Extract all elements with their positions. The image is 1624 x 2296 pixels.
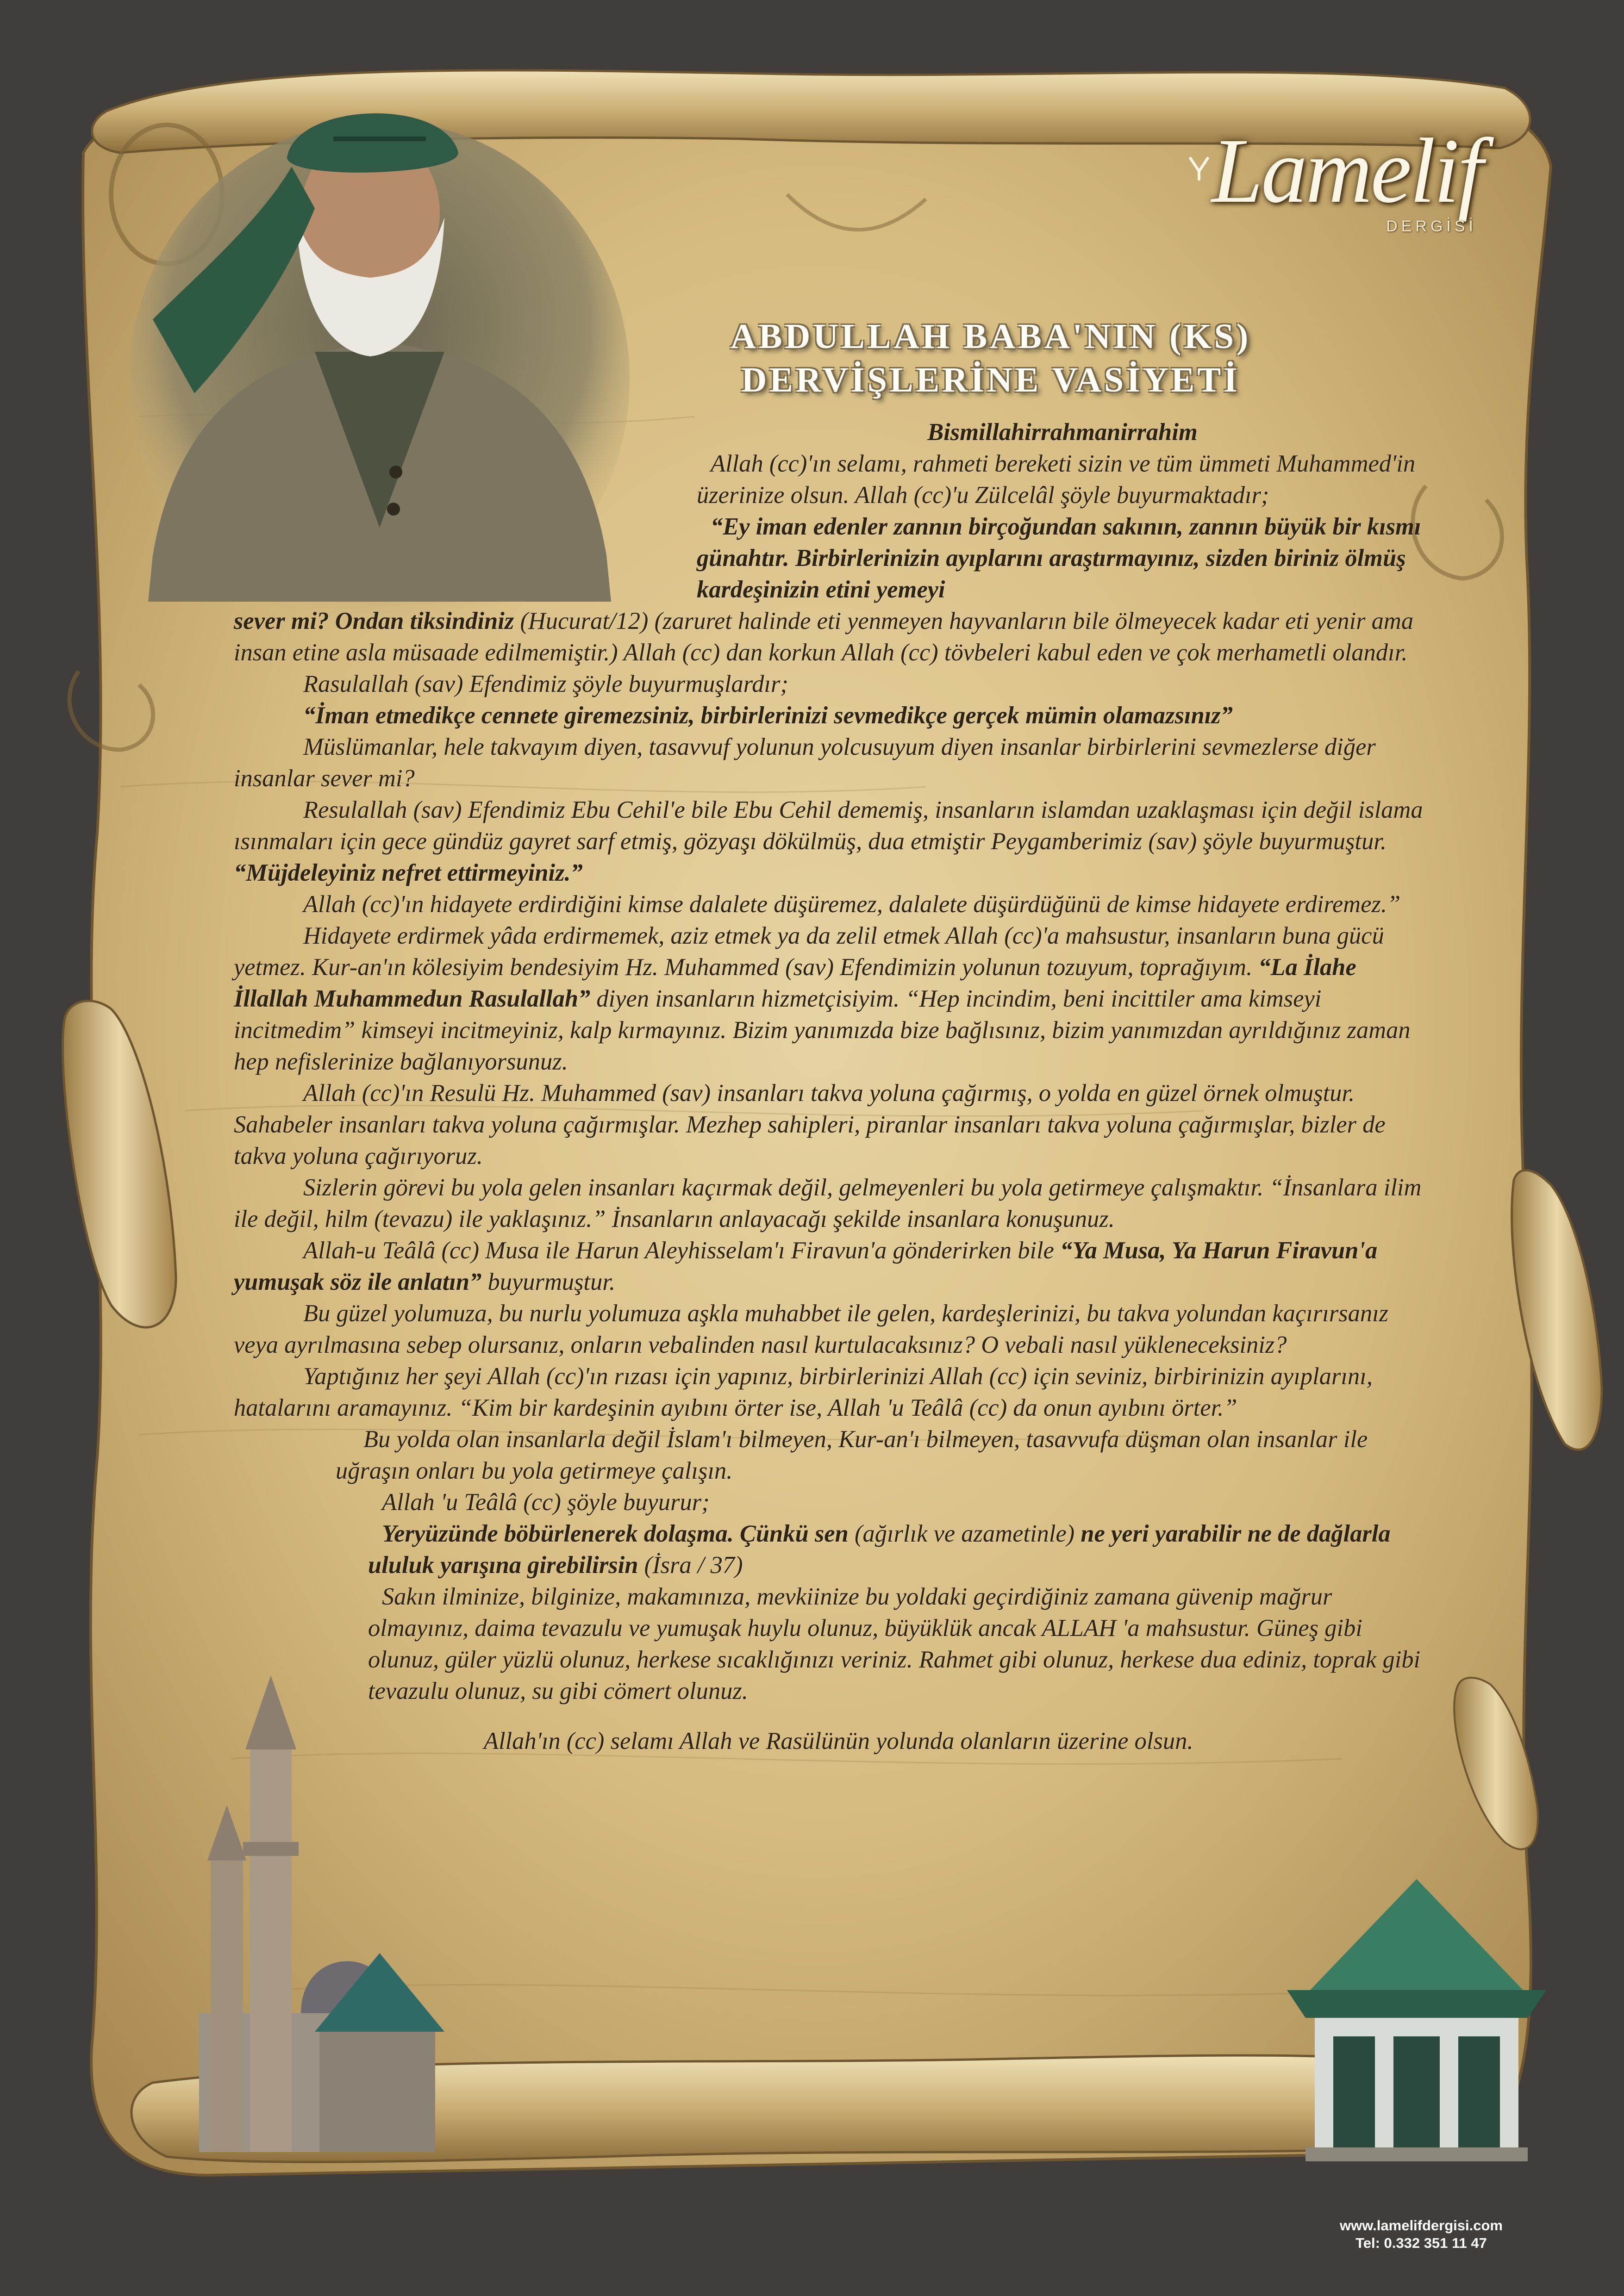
paragraph-14: Bu yolda olan insanlarla değil İslam'ı bilmeyen, Kur-an'ı bilmeyen, tasavvufa düşman olan insanlar ile uğraşın onları bu yola getirmeye çalışın. — [336, 1426, 1368, 1484]
paragraph-11-quote: “Ya Musa, Ya Harun Firavun'a yumuşak söz ile anlatın” — [234, 1237, 1378, 1295]
paragraph-10: Sizlerin görevi bu yola gelen insanları kaçırmak değil, gelmeyenleri bu yola getirmeye çalışmaktır. “İnsanlara ilim ile değil, hilm (tevazu) ile yaklaşınız.” İnsanların anlayacağı şekilde insanlara konuşunuz. — [234, 1174, 1422, 1232]
paragraph-3: Rasulallah (sav) Efendimiz şöyle buyurmuşlardır; — [303, 671, 788, 697]
basmala: Bismillahirrahmanirrahim — [927, 419, 1198, 446]
paragraph-8 — [234, 920, 1424, 1077]
website-link[interactable]: www.lamelifdergisi.com — [1339, 2217, 1503, 2234]
paragraph-13: Yaptığınız her şeyi Allah (cc)'ın rızası için yapınız, birbirlerinizi Allah (cc) için seviniz, birbirinizin ayıplarını, hatalarını aramayınız. “Kim bir kardeşinin ayıbını örter ise, Allah 'u Teâlâ (cc) da onun ayıbını örter.” — [234, 1363, 1373, 1421]
paragraph-8-text-b: diyen insanların hizmetçisiyim. “Hep incindim, beni incittiler ama kimseyi incitmedim” kimseyi incitmeyiniz, kalp kırmayınız. Bizim yanımızda bize bağlısınız, bizim yanımızdan ayrıldığınız zaman hep nefislerinize bağlanıyorsunuz. — [234, 985, 1411, 1075]
closing-line: Allah'ın (cc) selamı Allah ve Rasülünün yolunda olanların üzerine olsun. — [484, 1728, 1193, 1755]
brand-logo — [1176, 120, 1491, 236]
paragraph-11-text-b: buyurmuştur. — [481, 1269, 616, 1295]
paragraph-15: Allah 'u Teâlâ (cc) şöyle buyurur; — [382, 1489, 710, 1516]
article-body — [234, 417, 1424, 1757]
paragraph-11-text-a: Allah-u Teâlâ (cc) Musa ile Harun Aleyhisselam'ı Firavun'a gönderirken bile — [303, 1237, 1061, 1264]
logo-subtitle: DERGİSİ — [1386, 218, 1477, 235]
verse-reference: (İsra / 37) — [638, 1552, 743, 1579]
hadith-quote: “İman etmedikçe cennete giremezsiniz, birbirlerinizi sevmedikçe gerçek mümin olamazsınız” — [303, 702, 1233, 729]
verse-part-b: ne yeri yarabilir ne de dağlarla ululuk yarışına girebilirsin — [368, 1520, 1391, 1579]
title-line-2: DERVİŞLERİNE VASİYETİ — [741, 361, 1240, 399]
quote-end: sever mi? Ondan tiksindiniz — [234, 608, 514, 635]
paragraph-6 — [234, 794, 1424, 889]
paragraph-8-text-a: Hidayete erdirmek yâda erdirmemek, aziz etmek ya da zelil etmek Allah (cc)'a mahsustur, insanların buna gücü yetmez. Kur-an'ın kölesiyim bendesiyim Hz. Muhammed (sav) Efendimizin yolunun tozuyum, toprağıyım. — [234, 922, 1384, 981]
paragraph-17: Sakın ilminize, bilginize, makamınıza, mevkiinize bu yoldaki geçirdiğiniz zamana güvenip mağrur olmayınız, daima tevazulu ve yumuşak huylu olunuz, büyüklük ancak ALLAH 'a mahsustur. Güneş gibi olunuz, güler yüzlü olunuz, herkese sıcaklığınızı veriniz. Rahmet gibi olunuz, herkese dua ediniz, toprak gibi tevazulu olunuz, su gibi cömert olunuz. — [368, 1583, 1421, 1705]
paragraph-7: Allah (cc)'ın hidayete erdirdiğini kimse dalalete düşüremez, dalalete düşürdüğünü de kimse hidayete erdiremez.” — [303, 891, 1401, 918]
paragraph-6-text: Resulallah (sav) Efendimiz Ebu Cehil'e bile Ebu Cehil dememiş, insanların islamdan uzaklaşması için değil islama ısınmaları için gece gündüz gayret sarf etmiş, gözyaşı dökülmüş, dua etmiştir Peygamberimiz (sav) şöyle buyurmuştur. — [234, 796, 1423, 855]
footer-contact — [1315, 2217, 1528, 2252]
quote-reference: (Hucurat/12) — [514, 608, 655, 635]
paragraph-6-quote: “Müjdeleyiniz nefret ettirmeyiniz.” — [234, 859, 583, 886]
paragraph-9: Allah (cc)'ın Resulü Hz. Muhammed (sav) insanları takva yoluna çağırmış, o yolda en güzel örnek olmuştur. Sahabeler insanları takva yoluna çağırmışlar. Mezhep sahipleri, piranlar insanları takva yoluna çağırmışlar, bizler de takva yoluna çağırıyoruz. — [234, 1080, 1386, 1170]
verse-parenthetical: (ağırlık ve azametinle) — [848, 1520, 1081, 1547]
page-title — [639, 315, 1343, 402]
paragraph-12: Bu güzel yolumuza, bu nurlu yolumuza aşkla muhabbet ile gelen, kardeşlerinizi, bu takva yolundan kaçırırsanız veya ayrılmasına sebep olursanız, onların vebalinden nasıl kurtulacaksınız? O vebali nasıl yükleneceksiniz? — [234, 1300, 1389, 1358]
paragraph-2-rest: (zaruret halinde eti yenmeyen hayvanların bile ölmeyecek kadar eti yenir ama insan etine asla müsaade edilmemiştir.) Allah (cc) dan korkun Allah (cc) tövbeleri kabul eden ve çok merhametli olandır. — [234, 608, 1414, 666]
logo-wordmark: Lamelif — [1211, 120, 1481, 222]
paragraph-8-quote: “La İlahe İllallah Muhammedun Rasulallah” — [234, 954, 1356, 1012]
phone-number: Tel: 0.332 351 11 47 — [1355, 2235, 1487, 2251]
paragraph-2-quote: “Ey iman edenler zannın birçoğundan sakının, zannın büyük bir kısmı günahtır. Birbirlerinizin ayıplarını araştırmayınız, sizden biriniz ölmüş kardeşinizin etini yemeyi — [697, 513, 1421, 603]
title-line-1: ABDULLAH BABA'NIN (KS) — [730, 317, 1251, 356]
paragraph-11 — [234, 1235, 1424, 1298]
paragraph-1: Allah (cc)'ın selamı, rahmeti bereketi sizin ve tüm ümmeti Muhammed'in üzerinize olsun. Allah (cc)'u Zülcelâl şöyle buyurmaktadır; — [697, 450, 1416, 509]
paragraph-2-continued — [234, 605, 1424, 668]
verse-part-a: Yeryüzünde böbürlenerek dolaşma. Çünkü sen — [382, 1520, 849, 1547]
paragraph-16-verse — [234, 1518, 1424, 1581]
paragraph-5: Müslümanlar, hele takvayım diyen, tasavvuf yolunun yolcusuyum diyen insanlar birbirlerini sevmezlerse diğer insanlar sever mi? — [234, 734, 1376, 792]
